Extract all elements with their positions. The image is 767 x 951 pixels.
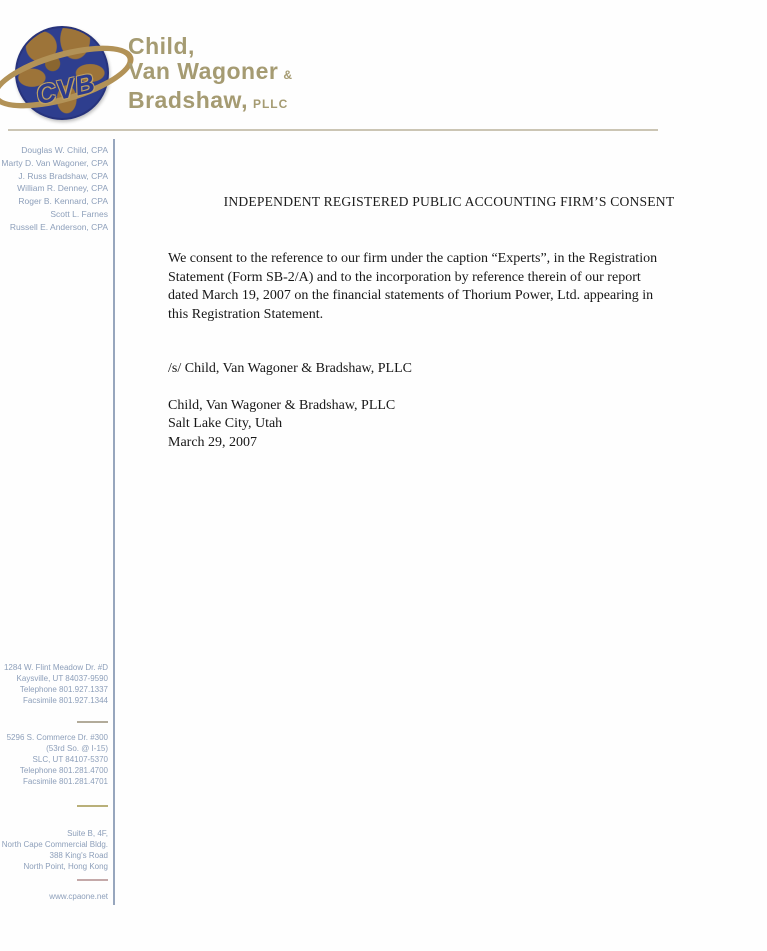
firm-wordmark <box>128 34 293 117</box>
partner-name: J. Russ Bradshaw, CPA <box>18 170 108 181</box>
address-line: Telephone 801.281.4700 <box>19 765 108 775</box>
wordmark-line2-text: Van Wagoner <box>128 58 279 84</box>
partner-name: Russell E. Anderson, CPA <box>9 221 108 232</box>
address-line: North Point, Hong Kong <box>23 861 108 871</box>
address-line: 5296 S. Commerce Dr. #300 <box>6 733 108 742</box>
wordmark-line3-text: Bradshaw, <box>128 87 248 113</box>
partner-list <box>0 144 108 234</box>
signature-city: Salt Lake City, Utah <box>168 416 283 432</box>
address-divider <box>77 805 108 807</box>
partner-name: Scott L. Farnes <box>50 208 108 219</box>
body-line: We consent to the reference to our firm under the caption “Experts”, in the Registration <box>168 251 658 266</box>
wordmark-line2 <box>128 59 293 88</box>
letter-title: INDEPENDENT REGISTERED PUBLIC ACCOUNTING FIRM’S CONSENT <box>223 194 675 209</box>
wordmark-line3 <box>128 88 293 117</box>
body-line: dated March 19, 2007 on the financial statements of Thorium Power, Ltd. appearing in <box>168 288 654 304</box>
address-line: SLC, UT 84107-5370 <box>32 754 108 764</box>
partner-name: Marty D. Van Wagoner, CPA <box>1 157 108 168</box>
address-divider <box>77 721 108 723</box>
address-line: 388 King's Road <box>49 850 108 860</box>
signature-firm-name: Child, Van Wagoner & Bradshaw, PLLC <box>168 398 396 413</box>
address-line: 1284 W. Flint Meadow Dr. #D <box>3 663 108 672</box>
address-line: Facsimile 801.927.1344 <box>23 695 108 705</box>
logo-monogram: CVB <box>33 67 99 111</box>
partner-name: Douglas W. Child, CPA <box>21 145 108 155</box>
wordmark-line1: Child, <box>128 33 195 59</box>
signature-line: /s/ Child, Van Wagoner & Bradshaw, PLLC <box>168 361 412 376</box>
signature-block <box>168 397 395 452</box>
address-line: Kaysville, UT 84037-9590 <box>16 673 108 683</box>
partner-name: William R. Denney, CPA <box>17 183 108 194</box>
signature-date: March 29, 2007 <box>168 434 258 450</box>
website-url: www.cpaone.net <box>49 892 108 901</box>
wordmark-pllc: PLLC <box>252 97 289 111</box>
office-address-kaysville <box>0 663 108 707</box>
sidebar-divider <box>113 139 115 905</box>
address-line: (53rd So. @ I-15) <box>46 743 108 753</box>
partner-name: Roger B. Kennard, CPA <box>18 196 108 207</box>
address-divider <box>77 879 108 881</box>
office-address-hongkong <box>0 829 108 873</box>
office-address-slc <box>0 733 108 788</box>
address-line: Suite B, 4F, <box>67 829 108 838</box>
body-line: Statement (Form SB-2/A) and to the incorporation by reference therein of our report <box>168 269 641 285</box>
wordmark-ampersand: & <box>283 68 294 82</box>
address-line: Facsimile 801.281.4701 <box>23 776 108 786</box>
address-line: North Cape Commercial Bldg. <box>1 839 108 849</box>
body-line: this Registration Statement. <box>168 306 324 322</box>
header-divider <box>8 129 658 131</box>
address-line: Telephone 801.927.1337 <box>19 684 108 694</box>
letter-body <box>168 250 748 324</box>
